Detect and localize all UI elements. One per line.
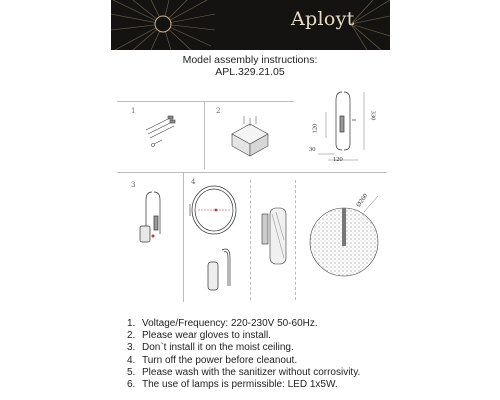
list-item: 6. The use of lamps is permissible: LED 1x5W. [127,379,338,391]
list-item: 3. Don`t install it on the moist ceiling. [127,342,294,354]
list-item: 2. Please wear gloves to install. [127,330,271,342]
list-item: 4. Turn off the power before cleanout. [127,354,298,366]
step-number: 3 [131,181,136,189]
brand-banner [111,0,390,50]
grid-divider [295,180,296,300]
mounting-plate-figure [226,112,276,162]
dimension-height: 330 [369,110,377,121]
model-number: APL.329.21.05 [215,66,285,78]
step-number: 4 [191,178,196,186]
brand-logo: Aployt [291,8,355,30]
step-number: 2 [216,107,221,115]
shade-disk-figure [306,186,388,286]
instructions-list [127,318,360,391]
side-view-figure [254,200,294,278]
page-title: Model assembly instructions: [182,54,318,66]
dimension-depth: 120 [311,123,319,134]
shade-assembly-figure [186,180,250,300]
grid-divider [117,101,294,102]
grid-divider [204,101,205,169]
screws-figure [140,110,190,152]
dimension-offset: 30 [309,146,316,153]
grid-divider [250,180,251,300]
grid-divider [117,172,387,173]
step-number: 1 [131,107,136,115]
dimension-width: 120 [333,156,343,163]
lamp-install-figure [134,186,178,260]
dimension-diameter: Ø260 [355,192,370,209]
list-item: 1. Voltage/Frequency: 220-230V 50-60Hz. [127,318,318,329]
list-item: 5. Please wash with the sanitizer without corrosivity. [127,366,361,378]
grid-divider [183,172,184,302]
